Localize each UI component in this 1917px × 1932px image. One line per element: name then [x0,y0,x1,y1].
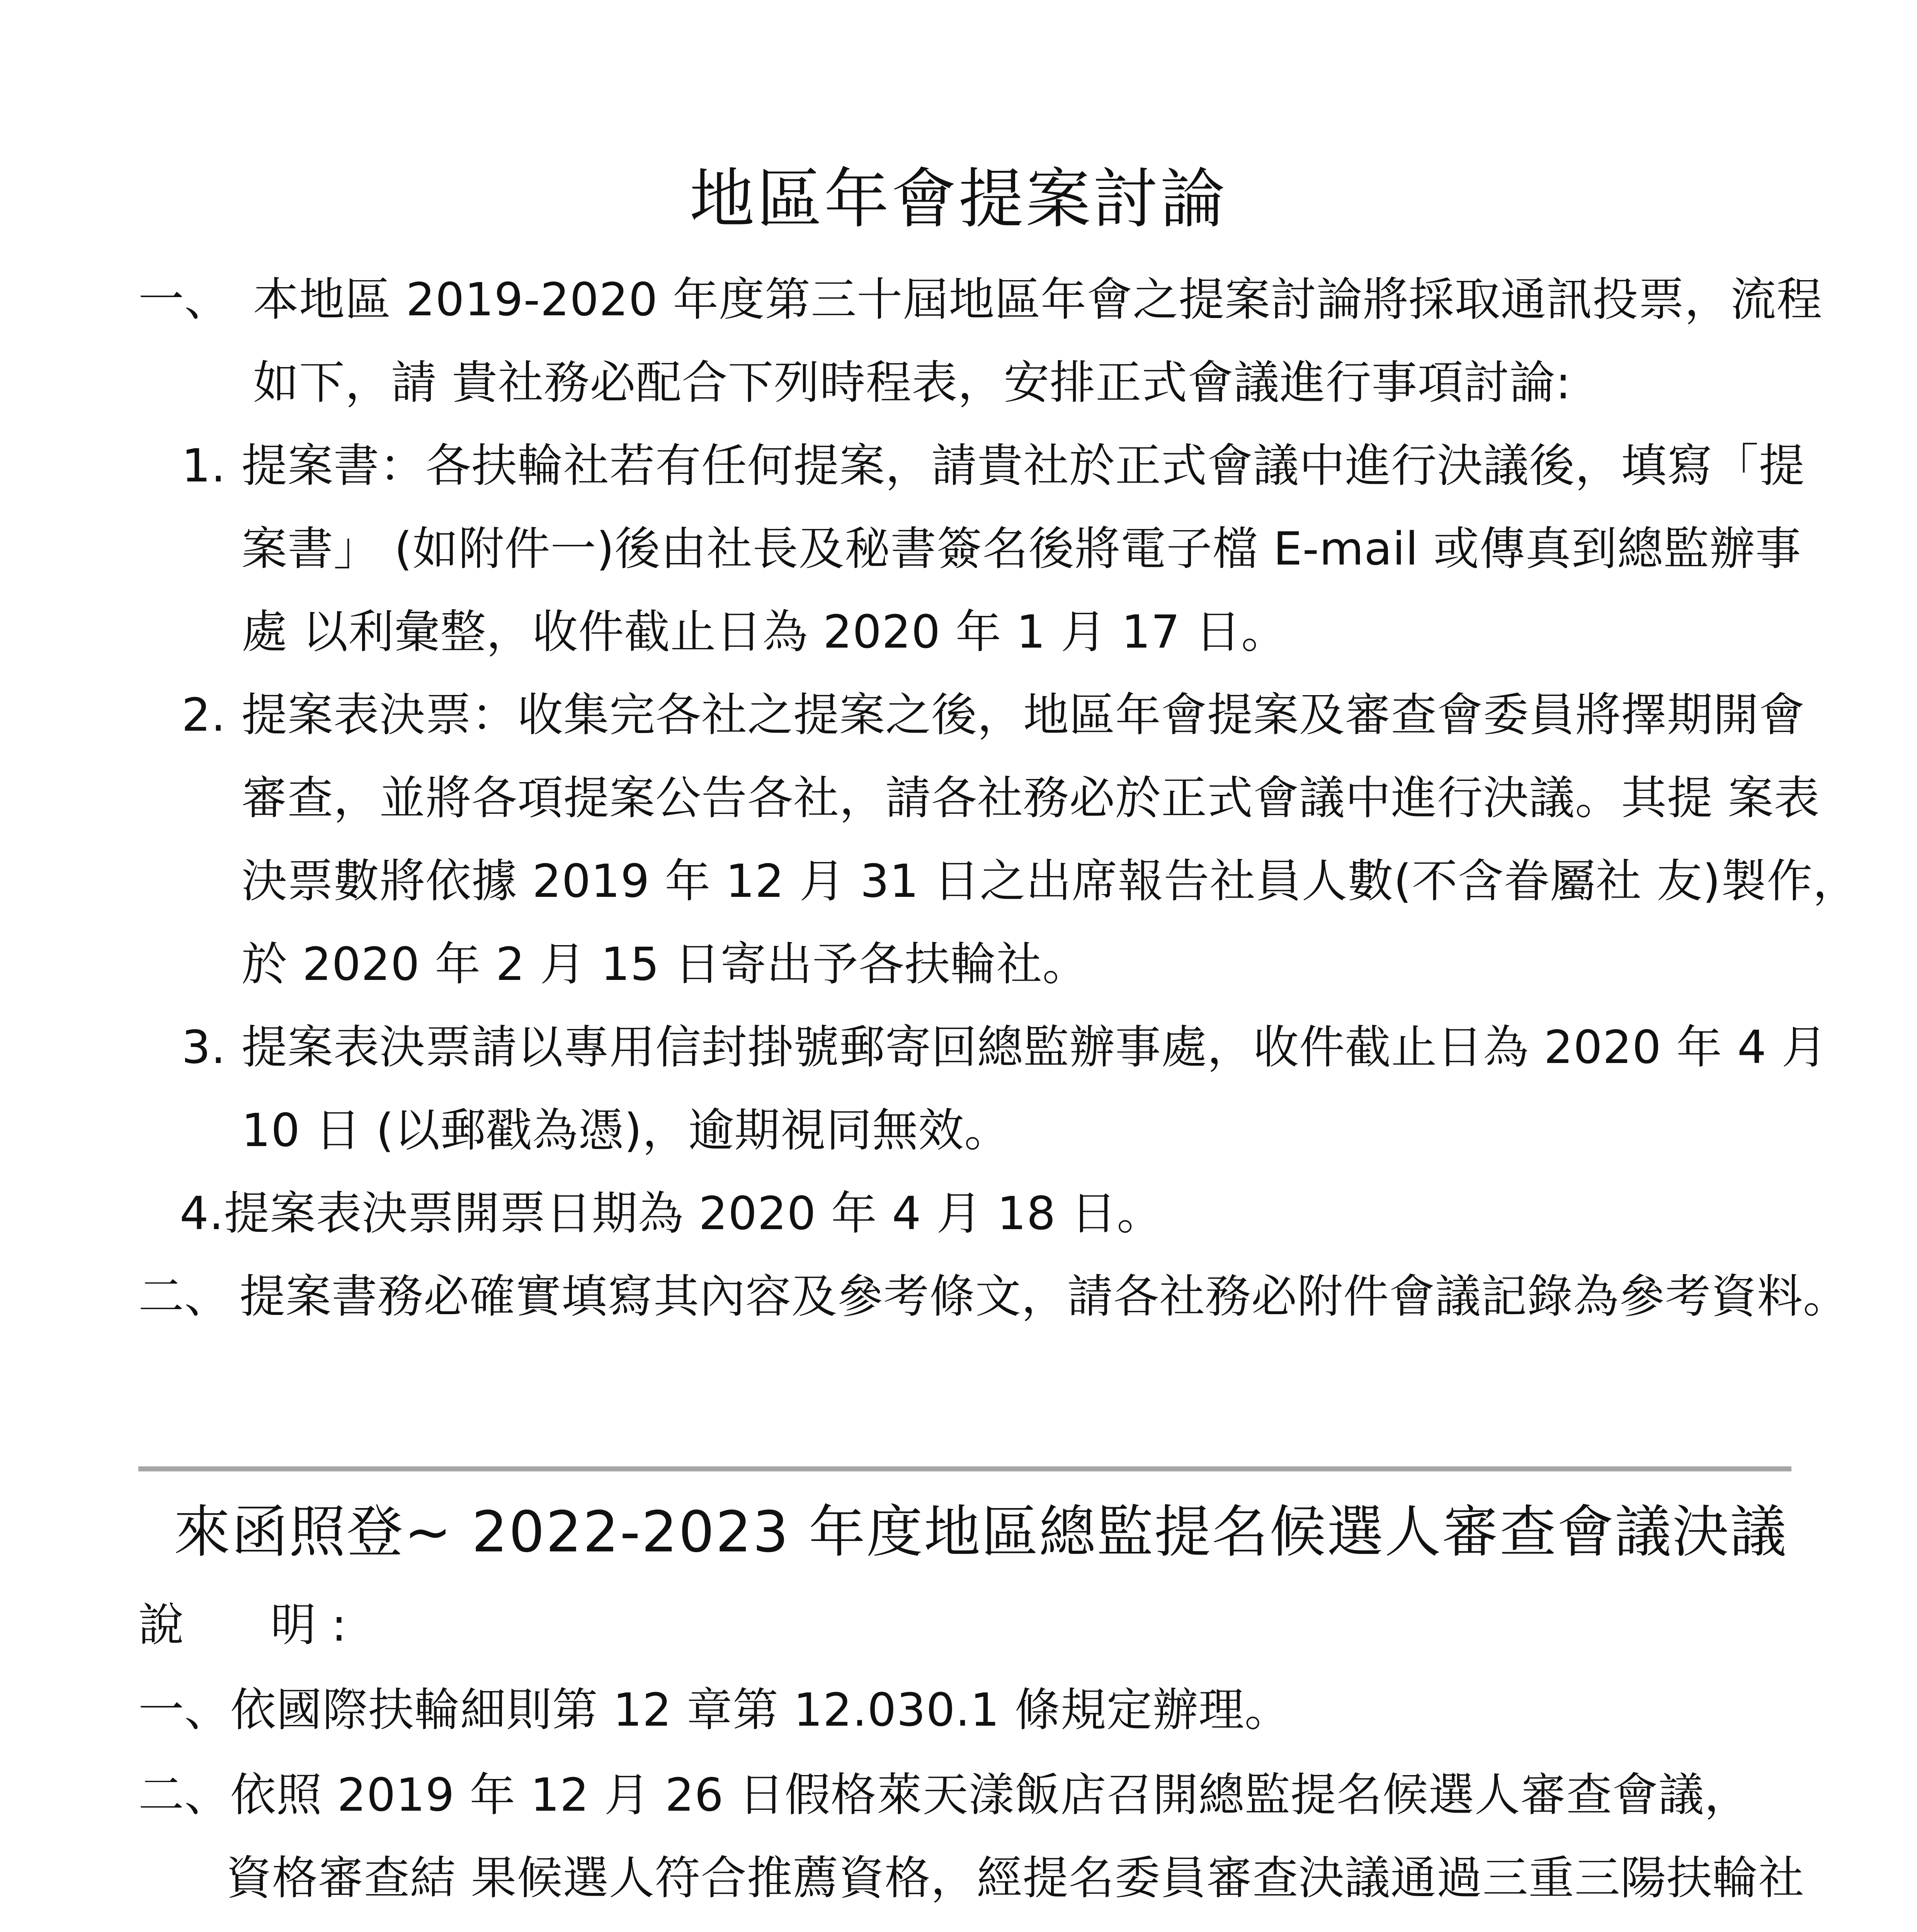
explain-label-b: 明 : [270,1598,347,1651]
step2-line3: 決票數將依據 2019 年 12 月 31 日之出席報告社員人數(不含眷屬社 友)製作， [242,854,1859,908]
step4-line: 4.提案表決票開票日期為 2020 年 4 月 18 日。 [180,1187,1163,1240]
step3-line2: 10 日 (以郵戳為憑)，逾期視同無效。 [242,1104,1010,1157]
step3-marker: 3. [182,1020,226,1074]
step1-line2: 案書」 (如附件一)後由社長及秘書簽名後將電子檔 E-mail 或傳真到總監辦事 [242,522,1801,575]
step2-line4: 於 2020 年 2 月 15 日寄出予各扶輪社。 [242,937,1089,991]
step2-marker: 2. [182,688,226,742]
s2-item2-line2: 資格審查結 果候選人符合推薦資格，經提名委員審查決議通過三重三陽扶輪社 [226,1851,1805,1905]
s2-item1: 一、依國際扶輪細則第 12 章第 12.030.1 條規定辦理。 [138,1683,1291,1736]
step2-line1: 提案表決票：收集完各社之提案之後，地區年會提案及審查會委員將擇期開會 [242,688,1805,742]
section2-title: 來函照登~ 2022-2023 年度地區總監提名候選人審查會議決議 [174,1499,1788,1565]
step1-line3: 處 以利彙整，收件截止日為 2020 年 1 月 17 日。 [242,605,1288,658]
s2-item2-line1: 二、依照 2019 年 12 月 26 日假格萊天漾飯店召開總監提名候選人審查會議， [138,1768,1750,1821]
step3-line1: 提案表決票請以專用信封掛號郵寄回總監辦事處，收件截止日為 2020 年 4 月 [242,1020,1828,1074]
item2-marker: 二、 [138,1270,231,1323]
explain-label-a: 說 [138,1598,185,1651]
step1-marker: 1. [182,439,226,492]
section1-title: 地區年會提案討論 [689,161,1228,237]
item1-line1: 本地區 2019-2020 年度第三十屆地區年會之提案討論將採取通訊投票，流程 [253,273,1823,326]
step1-line1: 提案書：各扶輪社若有任何提案，請貴社於正式會議中進行決議後，填寫「提 [242,439,1805,492]
item1-line2: 如下，請 貴社務必配合下列時程表，安排正式會議進行事項討論: [253,356,1572,409]
item2-text: 提案書務必確實填寫其內容及參考條文，請各社務必附件會議記錄為參考資料。 [240,1270,1849,1323]
step2-line2: 審查，並將各項提案公告各社，請各社務必於正式會議中進行決議。其提 案表 [242,771,1820,825]
item1-marker: 一、 [138,273,231,326]
section-divider [138,1466,1791,1471]
